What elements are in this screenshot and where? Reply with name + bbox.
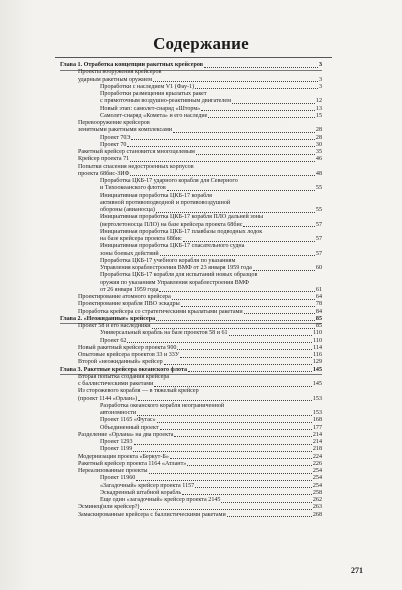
toc-page-number: 214: [312, 431, 322, 438]
toc-page-number: 3: [318, 76, 322, 83]
toc-entry: [100, 287, 322, 294]
toc-entry-title: обороны (авианосца): [100, 207, 155, 213]
dot-leader: [243, 226, 314, 227]
toc-page-number: 61: [315, 286, 322, 293]
dot-leader: [153, 81, 318, 82]
toc-entry-title: автономности: [100, 410, 137, 416]
dot-leader: [196, 154, 315, 155]
toc-entry: [78, 504, 322, 511]
toc-entry-title: активной противоподводной и противовоздушной: [100, 199, 231, 206]
toc-chapter-entry: [60, 62, 322, 69]
toc-page-number: 85: [315, 315, 322, 322]
toc-entry-title: Вторая попытка создания крейсера: [78, 373, 170, 380]
dot-leader: [127, 146, 314, 147]
toc-entry: [100, 265, 322, 272]
dot-leader: [152, 328, 315, 329]
dot-leader: [172, 299, 315, 300]
toc-entry-title: с прямоточным воздушно-реактивным двигателем: [100, 98, 231, 105]
toc-entry-title: Крейсер проекта 71: [78, 156, 130, 163]
page-number: 271: [351, 566, 363, 575]
toc-entry-title: Из сторожевого корабля — в тяжелый крейсер: [78, 388, 199, 395]
toc-entry-title: Глава 3. Ракетные крейсера океанского флота: [60, 366, 188, 373]
toc-entry: [100, 84, 322, 91]
dot-leader: [177, 349, 312, 350]
toc-page-number: 226: [312, 460, 322, 467]
toc-entry: [78, 388, 322, 395]
toc-entry: [78, 69, 322, 76]
toc-entry: [100, 214, 322, 221]
toc-entry: [100, 207, 322, 214]
toc-entry: [78, 432, 322, 439]
toc-entry: [100, 475, 322, 482]
toc-entry: [100, 410, 322, 417]
toc-entry-title: Замаскированные крейсера с баллистическими ракетами: [78, 511, 226, 518]
toc-entry-title: «Загадочный» крейсер проекта 1157: [100, 482, 195, 489]
dot-leader: [232, 103, 315, 104]
toc-page-number: 55: [315, 185, 322, 192]
toc-entry: [78, 171, 322, 178]
toc-entry-title: Инициативная проработка ЦКБ-17 корабля ПЛО дальней зоны: [100, 214, 264, 221]
toc-entry: [78, 149, 322, 156]
toc-entry-title: Проработки размещения крылатых ракет: [100, 91, 207, 97]
toc-entry-title: Проекты вооружения крейсеров: [78, 69, 162, 76]
toc-page-number: 214: [312, 439, 322, 445]
dot-leader: [170, 458, 312, 459]
toc-entry-title: Глава 1. Отработка концепции ракетных крейсеров: [60, 62, 204, 68]
toc-entry: [78, 127, 322, 134]
dot-leader: [156, 320, 315, 321]
dot-leader: [130, 175, 314, 176]
toc-entry: [78, 77, 322, 84]
toc-page-number: 168: [312, 417, 322, 424]
dot-leader: [181, 306, 315, 307]
toc-page-number: 84: [315, 308, 322, 315]
toc-chapter-entry: [60, 316, 322, 323]
dot-leader: [229, 335, 312, 336]
dot-leader: [149, 473, 312, 474]
dot-leader: [130, 161, 315, 162]
toc-entry-title: Новый этап: самолет-снаряд «Шторм»: [100, 105, 201, 112]
toc-page-number: 57: [315, 221, 322, 228]
dot-leader: [134, 444, 312, 445]
toc-entry-title: Опытовые крейсера проектов 33 и 33У: [78, 352, 180, 358]
toc-entry: [100, 439, 322, 446]
dot-leader: [227, 516, 312, 517]
toc-entry: [100, 106, 322, 113]
toc-entry-title: Разработка океанского корабля неограниченной: [100, 402, 225, 409]
toc-entry-title: Нереализованные проекты: [78, 468, 148, 474]
dot-leader: [204, 67, 318, 68]
toc-entry-title: Проектирование корабля ПВО эскадры: [78, 301, 180, 308]
toc-page-number: 116: [313, 352, 322, 358]
dot-leader: [195, 487, 312, 488]
dot-leader: [154, 386, 311, 387]
toc-entry-title: Проработки с наследием V1 (Фау-1): [100, 83, 195, 90]
toc-page-number: 35: [315, 149, 322, 155]
toc-entry-title: зенитными ракетными комплексами: [78, 127, 173, 134]
toc-entry-title: Ракетный крейсер проекта 1164 «Атлант»: [78, 460, 187, 467]
toc-page-number: 110: [313, 330, 322, 337]
dot-leader: [221, 502, 311, 503]
toc-page-number: 30: [315, 141, 322, 148]
dot-leader: [138, 400, 312, 401]
toc-entry-title: Перевооружение крейсеров: [78, 120, 150, 126]
toc-entry-title: Проработка ЦКБ-17 корабля для испытаний новых образцов: [100, 272, 258, 279]
toc-entry-title: Ракетный крейсер становится многоцелевым: [78, 149, 195, 155]
toc-entry-title: (вертолетоносца ПЛО) на базе крейсера проекта 68бис: [100, 221, 243, 228]
dot-leader: [131, 139, 314, 140]
dot-leader: [133, 451, 312, 452]
dot-leader: [182, 494, 312, 495]
toc-entry: [100, 425, 322, 432]
title-underline: [55, 57, 332, 58]
toc-entry-title: Второй «неожиданный» крейсер: [78, 359, 163, 366]
toc-page-number: 60: [315, 265, 322, 271]
dot-leader: [201, 110, 315, 111]
toc-entry: [100, 193, 322, 200]
toc-entry: [100, 113, 322, 120]
dot-leader: [156, 212, 315, 213]
toc-entry-title: Проект 1293: [100, 439, 133, 445]
dot-leader: [244, 313, 315, 314]
toc-entry: [78, 352, 322, 359]
dot-leader: [140, 509, 311, 510]
toc-entry: [100, 446, 322, 453]
toc-entry-title: Объединенный проект: [100, 424, 159, 431]
toc-page-number: 114: [313, 344, 322, 351]
toc-page-number: 218: [312, 446, 322, 453]
dot-leader: [253, 270, 315, 271]
dot-leader: [127, 342, 312, 343]
dot-leader: [195, 88, 318, 89]
toc-entry-title: Модернизация проекта «Беркут-Б»: [78, 453, 169, 460]
toc-entry: [78, 359, 322, 366]
toc-entry-title: Проект 1199: [100, 446, 133, 453]
toc-entry: [100, 417, 322, 424]
toc-page-number: 145: [312, 366, 322, 373]
toc-entry: [100, 178, 322, 185]
toc-entry-title: Проект 70Э: [100, 134, 131, 141]
toc-entry: [78, 345, 322, 352]
toc-entry: [78, 323, 322, 330]
toc-entry: [100, 330, 322, 337]
dot-leader: [183, 241, 315, 242]
toc-page-number: 46: [315, 156, 322, 163]
dot-leader: [136, 480, 312, 481]
toc-page-number: 254: [312, 468, 322, 474]
toc-entry-title: Эсминец(или крейсер?): [78, 504, 140, 511]
toc-page-number: 15: [315, 112, 322, 119]
toc-page-number: 262: [312, 497, 322, 503]
toc-entry-title: Инициативная проработка ЦКБ-17 спасательного судна: [100, 243, 245, 250]
toc-entry-title: от 26 января 1959 года: [100, 286, 159, 293]
toc-entry-title: (проект 1144 «Орлан»): [78, 395, 138, 402]
toc-page-number: 3: [318, 83, 322, 90]
toc-entry-title: проекта 68бис-ЗИФ: [78, 170, 130, 177]
toc-entry: [78, 381, 322, 388]
toc-page-number: 145: [312, 381, 322, 387]
toc-page-number: 129: [312, 359, 322, 366]
toc-entry-title: и Тихоокеанского флотов: [100, 185, 166, 192]
toc-entry-title: Проект 11960: [100, 475, 136, 482]
dot-leader: [160, 255, 315, 256]
toc-entry: [78, 454, 322, 461]
toc-chapter-entry: [60, 367, 322, 374]
toc-entry-title: Инициативная проработка ЦКБ-17 корабля: [100, 192, 212, 199]
toc-entry: [78, 156, 322, 163]
toc-page-number: 85: [315, 323, 322, 329]
toc-entry-title: Универсальный корабль на базе проектов 58 и 61: [100, 330, 228, 337]
toc-page-number: 57: [315, 250, 322, 257]
toc-entry-title: Инициативная проработка ЦКБ-17 плавбазы подводных лодок: [100, 228, 263, 235]
toc-page-number: 12: [315, 98, 322, 105]
toc-page-number: 48: [315, 170, 322, 177]
toc-page-number: 3: [318, 62, 322, 68]
toc-page-number: 153: [312, 395, 322, 402]
toc-entry: [100, 142, 322, 149]
toc-entry: [78, 374, 322, 381]
toc-entry: [78, 468, 322, 475]
toc-entry-title: на базе крейсера проекта 68бис: [100, 236, 182, 242]
toc-entry: [100, 200, 322, 207]
toc-page-number: 78: [315, 301, 322, 308]
toc-page-number: 254: [312, 482, 322, 489]
toc-entry: [78, 309, 322, 316]
toc-entry-title: Проект 70: [100, 141, 127, 148]
toc-page-number: 153: [312, 410, 322, 416]
toc-page-number: 13: [315, 105, 322, 112]
toc-entry: [100, 403, 322, 410]
toc-page-number: 110: [313, 337, 322, 344]
toc-entry-title: Самолет-снаряд «Комета» и его наследие: [100, 112, 208, 119]
dot-leader: [208, 117, 315, 118]
toc-page-number: 263: [312, 504, 322, 511]
toc-entry-title: Управления кораблестроения ВМФ от 23 января 1959 года: [100, 265, 252, 271]
toc-entry-title: Глава 2. «Неожиданные» крейсера: [60, 315, 156, 322]
toc-entry-title: Проект 1165 «Фугас»: [100, 417, 156, 424]
toc-entry: [78, 164, 322, 171]
toc-entry: [100, 280, 322, 287]
toc-entry: [100, 497, 322, 504]
toc-entry: [78, 294, 322, 301]
toc-page-number: 55: [315, 207, 322, 213]
toc-page-number: 177: [312, 424, 322, 431]
toc-entry-title: Попытки спасения недостроенных корпусов: [78, 163, 194, 170]
dot-leader: [157, 422, 312, 423]
toc-entry: [78, 512, 322, 519]
dot-leader: [188, 371, 312, 372]
dot-leader: [164, 364, 312, 365]
toc-entry: [100, 91, 322, 98]
dot-leader: [173, 132, 315, 133]
toc-entry-title: с баллистическими ракетами: [78, 381, 154, 387]
toc-entry: [100, 483, 322, 490]
dot-leader: [180, 357, 312, 358]
toc-entry: [100, 338, 322, 345]
toc-entry-title: Проект 62: [100, 337, 127, 344]
dot-leader: [160, 429, 312, 430]
toc-entry-title: зоны боевых действий: [100, 250, 159, 257]
toc-entry-title: Проработка ЦКБ-17 ударного корабля для Северного: [100, 178, 238, 184]
toc-entry-title: оружия по указаниям Управления кораблестроения ВМФ: [100, 279, 249, 286]
toc-entry-title: Новый ракетный крейсер проекта 900: [78, 344, 177, 351]
toc-entry-title: Еще один «загадочный» крейсер проекта 2145: [100, 497, 221, 503]
toc-entry-title: Проект 58 и его наследники: [78, 323, 151, 329]
toc-entry-title: ударным ракетным оружием: [78, 76, 152, 83]
dot-leader: [174, 436, 311, 437]
toc-entry: [100, 490, 322, 497]
toc-entry: [100, 251, 322, 258]
toc-entry: [100, 222, 322, 229]
toc-entry: [100, 135, 322, 142]
dot-leader: [167, 190, 315, 191]
toc-entry-title: Разделение «Орлана» на два проекта: [78, 431, 174, 438]
toc-entry: [78, 301, 322, 308]
toc-entry: [100, 258, 322, 265]
toc-entry: [78, 120, 322, 127]
toc-entry: [100, 236, 322, 243]
toc-entry: [100, 272, 322, 279]
dot-leader: [159, 291, 314, 292]
toc-entry-title: Проработка крейсера со стратегическими крылатыми ракетами: [78, 308, 243, 315]
toc-page-number: 258: [312, 489, 322, 496]
toc-page-number: 57: [315, 236, 322, 242]
dot-leader: [187, 465, 312, 466]
toc-entry: [100, 98, 322, 105]
dot-leader: [137, 415, 312, 416]
toc-page-number: 64: [315, 294, 322, 300]
toc-page-number: 28: [315, 127, 322, 134]
toc-page-number: 254: [312, 475, 322, 482]
toc-page-number: 268: [312, 511, 322, 518]
toc-entry: [78, 396, 322, 403]
toc-entry: [100, 185, 322, 192]
toc-page-number: 28: [315, 134, 322, 141]
page-title: Содержание: [153, 34, 249, 53]
toc-entry-title: Проработка ЦКБ-17 учебного корабля по указаниям: [100, 257, 236, 264]
toc-entry-title: Эскадренный штабной корабль: [100, 489, 182, 496]
toc-entry: [100, 229, 322, 236]
toc-entry: [78, 461, 322, 468]
toc-entry: [100, 243, 322, 250]
toc-entry-title: Проектирование атомного крейсера: [78, 294, 171, 300]
toc-page-number: 224: [312, 453, 322, 460]
